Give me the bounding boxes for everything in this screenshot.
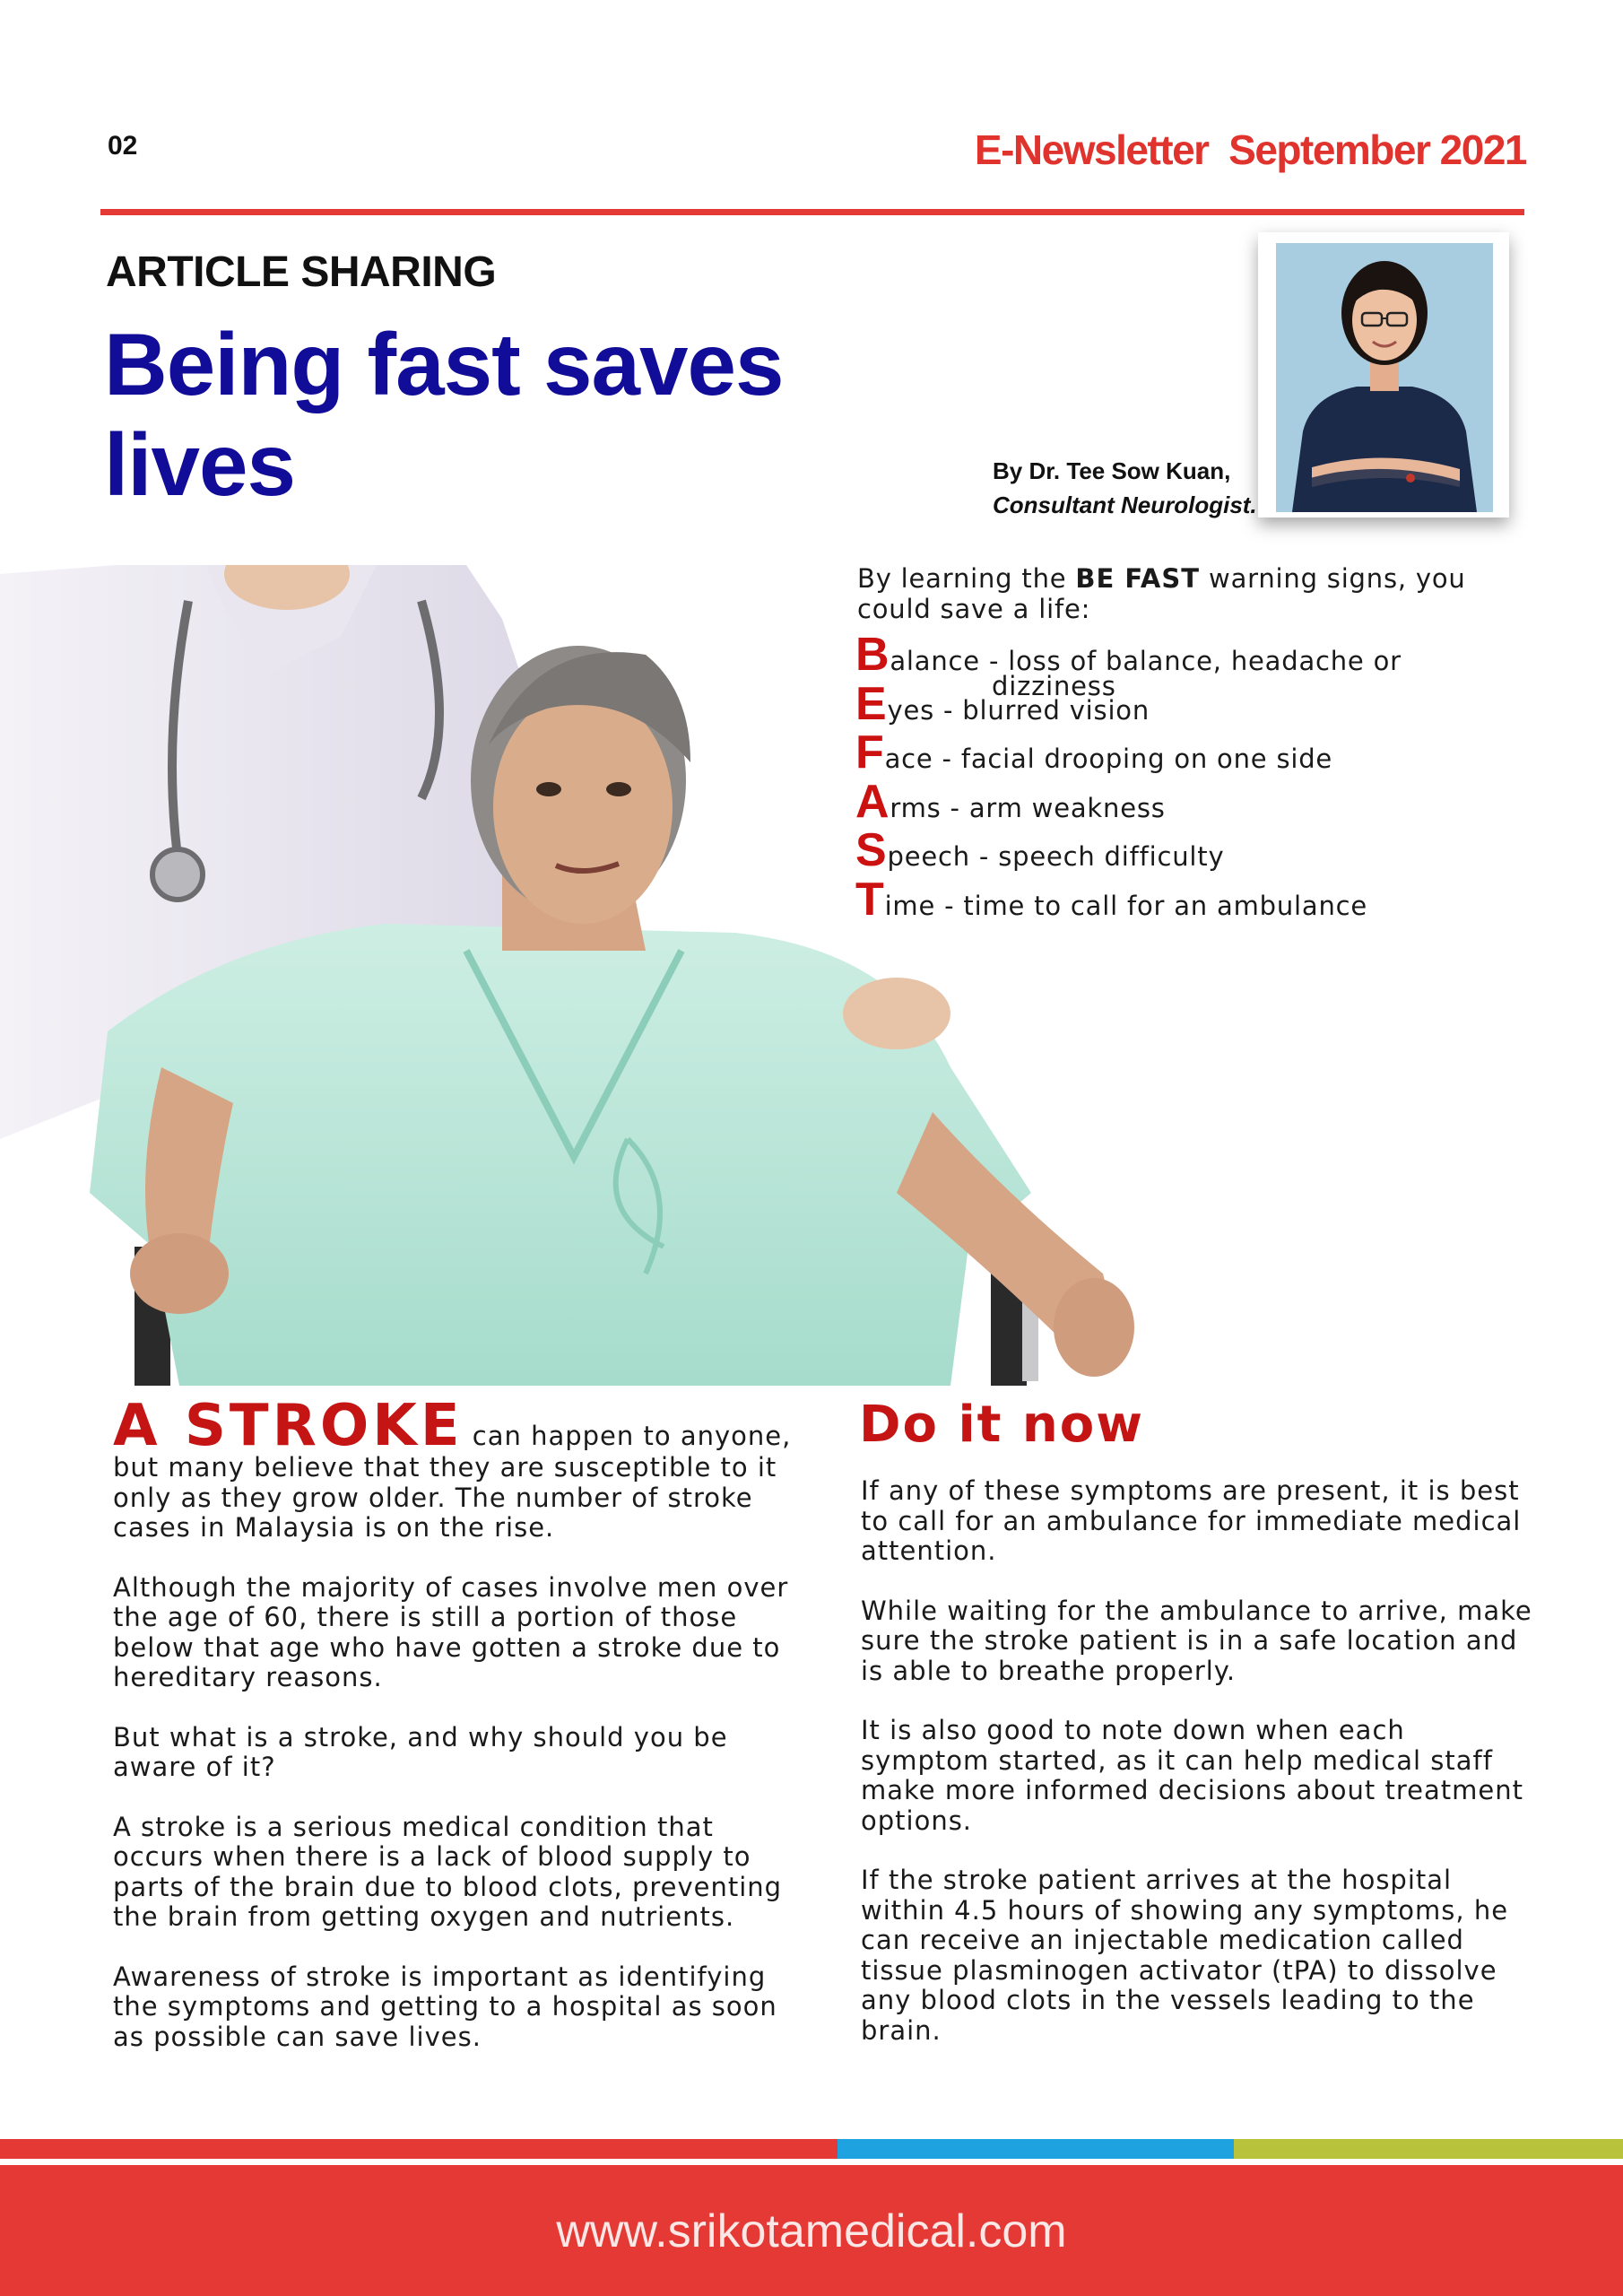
be-fast-item-e [855, 677, 1537, 730]
be-fast-item-b [855, 629, 1537, 701]
be-fast-letter: A [855, 775, 890, 828]
stroke-column [113, 1393, 805, 2082]
website-link[interactable]: www.srikotamedical.com [556, 2205, 1067, 2257]
intro-text-end: warning signs, you could save a life: [857, 563, 1466, 624]
stroke-lead-word: A STROKE [113, 1393, 464, 1459]
be-fast-text: peech - speech difficulty [887, 841, 1225, 872]
paragraph: But what is a stroke, and why should you be aware of it? [113, 1721, 728, 1782]
header-divider [100, 209, 1524, 215]
author-role: Consultant Neurologist. [993, 491, 1257, 518]
paragraph: It is also good to note down when each symptom started, as it can help medical staff make more informed decisions about treatment options. [861, 1715, 1523, 1836]
paragraph: If the stroke patient arrives at the hospital within 4.5 hours of showing any symptoms, he can receive an injectable medication called tissue plasminogen activator (tPA) to dissolve any blood clots in the vessels leading to the brain. [861, 1865, 1509, 2046]
do-it-now-column [861, 1476, 1542, 2075]
be-fast-text: alance - loss of balance, headache or [890, 646, 1402, 676]
be-fast-letter: B [855, 629, 890, 681]
paragraph: A stroke is a serious medical condition that occurs when there is a lack of blood supply to parts of the brain due to blood clots, preventing the brain from getting oxygen and nutrients. [113, 1811, 783, 1932]
be-fast-letter: E [855, 677, 888, 730]
footer-stripe-red [0, 2139, 838, 2159]
be-fast-item-t [855, 873, 1537, 926]
footer-stripe-green [1234, 2139, 1623, 2159]
stroke-lead-paragraph [113, 1393, 805, 1544]
intro-text: By learning the [857, 563, 1076, 594]
be-fast-letter: T [855, 873, 885, 926]
newsletter-issue: E-Newsletter September 2021 [974, 126, 1526, 173]
article-title: Being fast saves lives [104, 315, 784, 514]
paragraph: While waiting for the ambulance to arrive, make sure the stroke patient is in a safe location and is able to breathe properly. [861, 1595, 1532, 1686]
paragraph: If any of these symptoms are present, it is best to call for an ambulance for immediate medical attention. [861, 1475, 1522, 1566]
paragraph: Awareness of stroke is important as identifying the symptoms and getting to a hospital as soon as possible can save lives. [113, 1961, 777, 2052]
be-fast-letter: F [855, 726, 885, 778]
author-byline [993, 454, 1257, 522]
be-fast-list [855, 631, 1537, 925]
be-fast-item-f [855, 726, 1537, 778]
author-portrait [1258, 232, 1509, 517]
intro-bold: BE FAST [1075, 563, 1201, 594]
author-name: By Dr. Tee Sow Kuan, [993, 457, 1231, 484]
author-photo [1276, 243, 1493, 512]
be-fast-continuation: dizziness [992, 671, 1116, 701]
be-fast-text: rms - arm weakness [890, 792, 1166, 823]
page-number: 02 [108, 131, 138, 161]
paragraph: Although the majority of cases involve men over the age of 60, there is still a portion of those below that age who have gotten a stroke due to hereditary reasons. [113, 1571, 789, 1692]
be-fast-text: ace - facial drooping on one side [884, 744, 1333, 774]
be-fast-letter: S [855, 824, 888, 876]
be-fast-item-a [855, 775, 1537, 828]
section-kicker: ARTICLE SHARING [106, 248, 497, 296]
footer-stripe-blue [838, 2139, 1234, 2159]
do-it-now-heading: Do it now [859, 1396, 1144, 1454]
stroke-lead-text: can happen to anyone, but many believe that they are susceptible to it only as they grow older. The number of stroke cases in Malaysia is on the rise. [113, 1421, 792, 1543]
be-fast-item-s [855, 824, 1537, 876]
be-fast-text: yes - blurred vision [887, 694, 1150, 726]
be-fast-intro [857, 563, 1503, 624]
be-fast-text: ime - time to call for an ambulance [884, 890, 1368, 921]
